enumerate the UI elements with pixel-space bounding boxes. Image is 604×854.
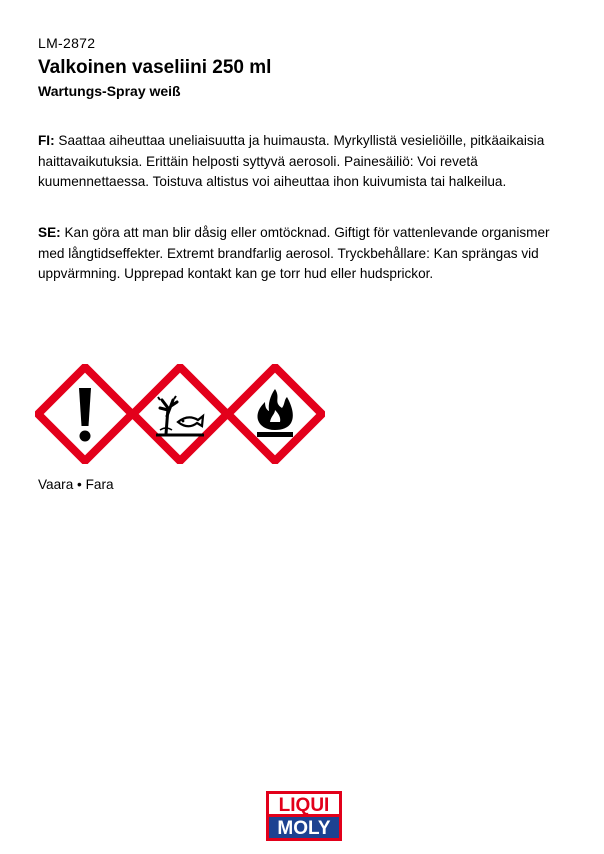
product-subtitle: Wartungs-Spray weiß xyxy=(38,83,181,99)
svg-text:MOLY: MOLY xyxy=(277,818,331,839)
flame-icon xyxy=(225,364,325,464)
language-label-se: SE: xyxy=(38,225,61,240)
language-label-fi: FI: xyxy=(38,133,55,148)
liqui-moly-logo xyxy=(266,791,342,841)
hazard-pictograms xyxy=(35,364,325,464)
environment-hazard-icon xyxy=(130,364,230,464)
warning-body-se: Kan göra att man blir dåsig eller omtöcknad. Giftigt för vattenlevande organismer med långtidseffekter. Extremt brandfarlig aerosol. Tryckbehållare: Kan sprängas vid uppvärmning. Upprepad kontakt kan ge torr hud eller hudsprickor. xyxy=(38,225,550,281)
warning-text-se xyxy=(38,223,573,285)
svg-text:LIQUI: LIQUI xyxy=(278,795,330,816)
warning-text-fi xyxy=(38,131,573,193)
product-title: Valkoinen vaseliini 250 ml xyxy=(38,57,272,78)
exclamation-mark-icon xyxy=(35,364,135,464)
warning-body-fi: Saattaa aiheuttaa uneliaisuutta ja huimausta. Myrkyllistä vesieliöille, pitkäaikaisia haittavaikutuksia. Erittäin helposti syttyvä aerosoli. Painesäiliö: Voi revetä kuumennettaessa. Toistuva altistus voi aiheuttaa ihon kuivumista tai halkeilua. xyxy=(38,133,545,189)
product-code: LM-2872 xyxy=(38,35,96,51)
signal-word: Vaara • Fara xyxy=(38,477,114,492)
